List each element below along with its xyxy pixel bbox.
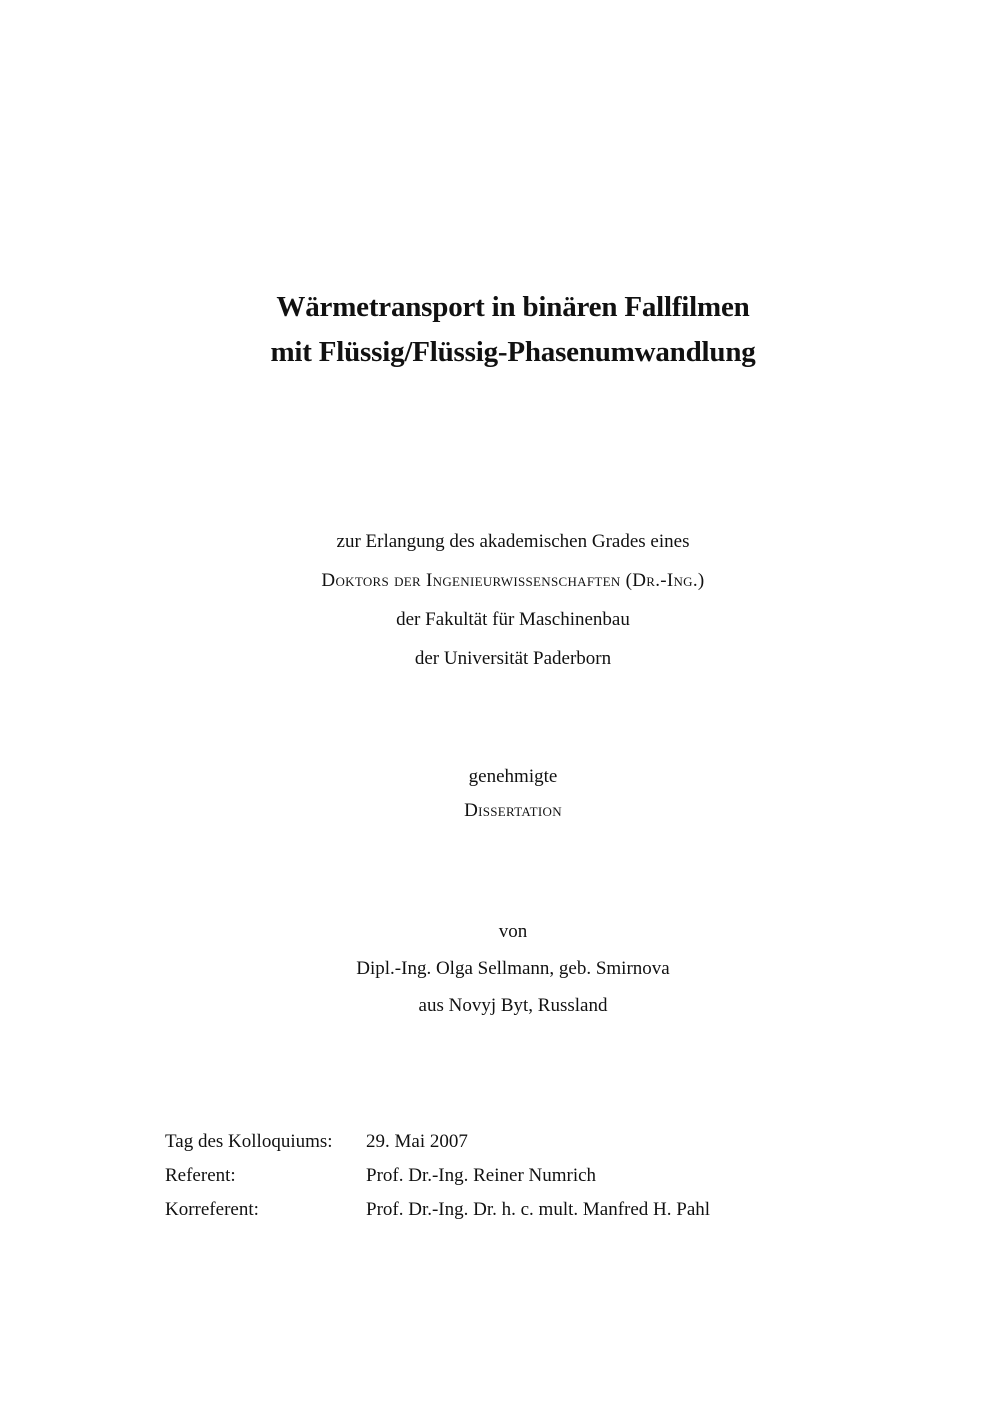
approved-word: genehmigte: [468, 766, 558, 787]
approval-note: [0, 760, 1000, 828]
korreferent-label: Korreferent:: [165, 1199, 259, 1220]
purpose-line-1: zur Erlangung des akademischen Grades eines: [336, 531, 690, 552]
title-line-1: Wärmetransport in binären Fallfilmen: [276, 291, 750, 323]
korreferent-value: Prof. Dr.-Ing. Dr. h. c. mult. Manfred H. Pahl: [366, 1199, 711, 1220]
author-origin: aus Novyj Byt, Russland: [418, 995, 608, 1016]
colloquium-date-value: 29. Mai 2007: [366, 1131, 468, 1152]
faculty-line: der Fakultät für Maschinenbau: [396, 609, 630, 630]
title-line-2: mit Flüssig/Flüssig-Phasenumwandlung: [270, 336, 756, 368]
committee-table: [165, 1125, 710, 1227]
korreferent-row: [165, 1193, 710, 1227]
author-info: [0, 913, 1000, 1024]
referent-value: Prof. Dr.-Ing. Reiner Numrich: [366, 1165, 597, 1186]
degree-purpose: [0, 522, 1000, 678]
colloquium-date-label: Tag des Kolloquiums:: [165, 1131, 333, 1152]
degree-name: Doktors der Ingenieurwissenschaften (Dr.-Ing.): [321, 570, 705, 591]
referent-row: [165, 1159, 710, 1193]
referent-label: Referent:: [165, 1165, 236, 1186]
by-word: von: [498, 921, 528, 942]
university-line: der Universität Paderborn: [414, 648, 612, 669]
author-name: Dipl.-Ing. Olga Sellmann, geb. Smirnova: [356, 958, 670, 979]
dissertation-title: [0, 285, 1000, 375]
dissertation-word: Dissertation: [464, 800, 562, 821]
colloquium-date-row: [165, 1125, 710, 1159]
